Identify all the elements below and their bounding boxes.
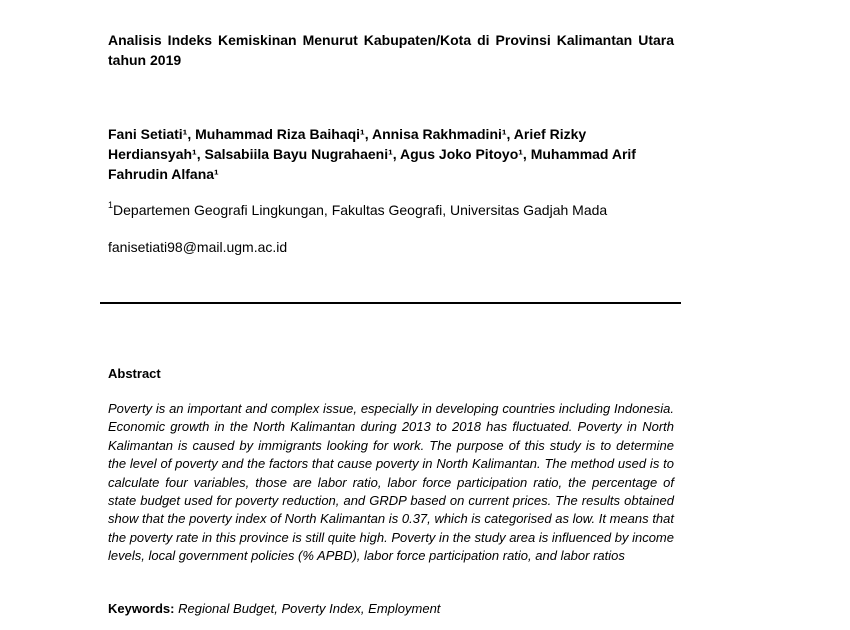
section-divider — [100, 302, 681, 304]
author-list: Fani Setiati¹, Muhammad Riza Baihaqi¹, Annisa Rakhmadini¹, Arief Rizky Herdiansyah¹, Salsabiila Bayu Nugrahaeni¹, Agus Joko Pitoyo¹, Muhammad Arif Fahrudin Alfana¹ — [108, 126, 636, 182]
abstract-text: Poverty is an important and complex issue, especially in developing countries including Indonesia. Economic growth in the North Kalimantan during 2013 to 2018 has fluctuated. Poverty in North Kalimantan is caused by immigrants looking for work. The purpose of this study is to determine the level of poverty and the factors that cause poverty in North Kalimantan. The method used is to calculate four variables, those are labor ratio, labor force participation ratio, the percentage of state budget used for poverty reduction, and GRDP based on current prices. The results obtained show that the poverty index of North Kalimantan is 0.37, which is categorised as low. It means that the poverty rate in this province is still quite high. Poverty in the study area is influenced by income levels, local government policies (% APBD), labor force participation ratio, and labor ratios — [108, 401, 674, 564]
affiliation-text: Departemen Geografi Lingkungan, Fakultas Geografi, Universitas Gadjah Mada — [113, 202, 608, 218]
keywords-label: Keywords: — [108, 601, 175, 616]
keywords-values: Regional Budget, Poverty Index, Employment — [178, 601, 441, 616]
affiliation — [108, 200, 708, 220]
affiliation-marker: 1 — [108, 200, 114, 211]
abstract-heading: Abstract — [108, 366, 161, 381]
keywords-line — [108, 600, 708, 618]
author-email[interactable]: fanisetiati98@mail.ugm.ac.id — [108, 239, 288, 255]
paper-title: Analisis Indeks Kemiskinan Menurut Kabupaten/Kota di Provinsi Kalimantan Utara tahun 2019 — [108, 32, 674, 68]
